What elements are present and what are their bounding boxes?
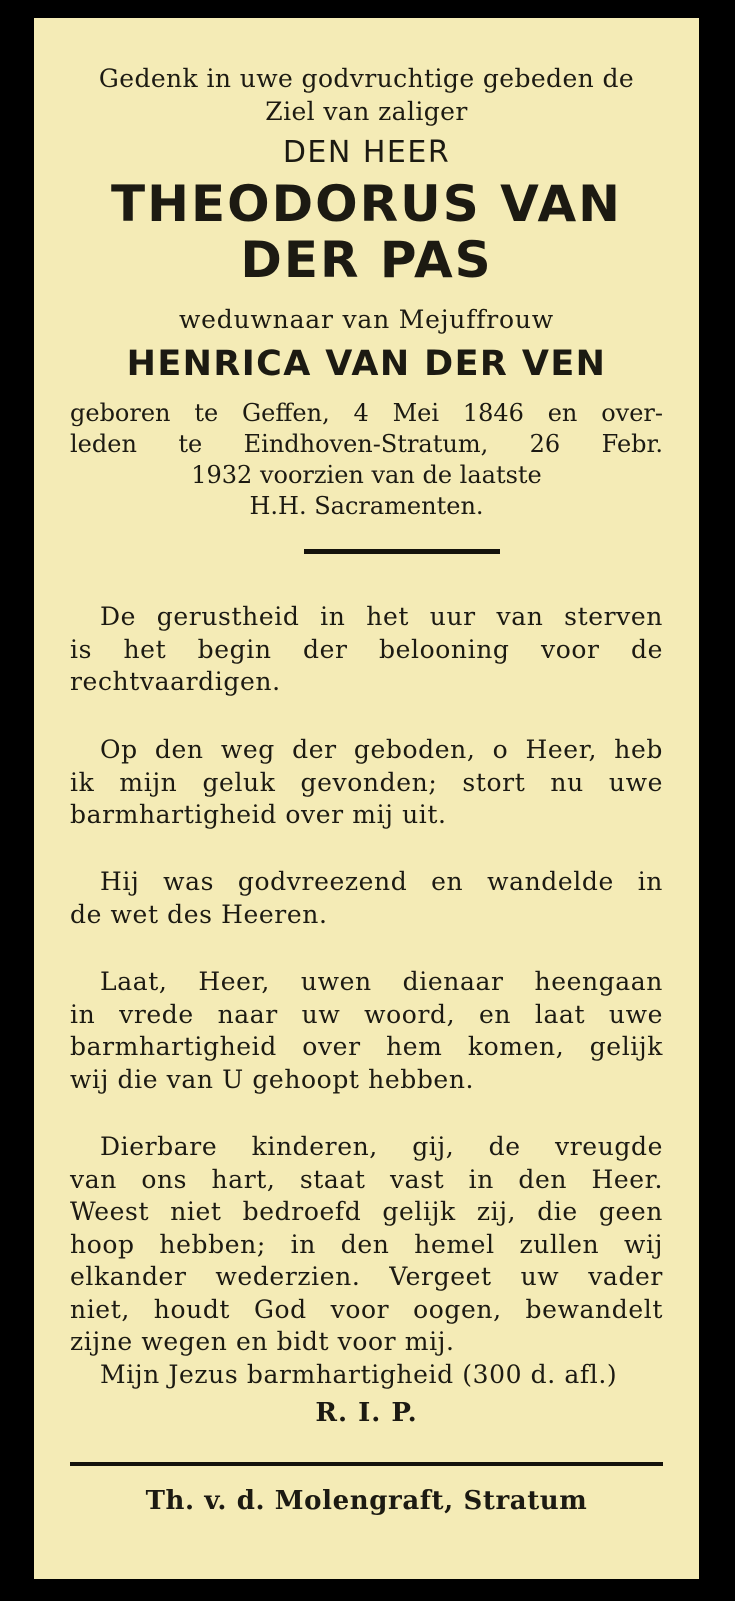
prayer-line: Dierbare kinderen, gij, de vreugde bbox=[100, 1132, 663, 1161]
biography-line: 1932 voorzien van de laatste bbox=[191, 461, 542, 489]
printer-credit: Th. v. d. Molengraft, Stratum bbox=[145, 1486, 588, 1516]
bottom-divider bbox=[70, 1462, 663, 1466]
prayer-line: wij die van U gehoopt hebben. bbox=[70, 1064, 475, 1094]
prayer-line: ik mijn geluk gevonden; stort nu uwe bbox=[70, 767, 663, 797]
prayer-line: Op den weg der geboden, o Heer, heb bbox=[100, 735, 663, 764]
prayer-line: in vrede naar uw woord, en laat uwe bbox=[70, 999, 663, 1029]
intro-text bbox=[70, 62, 663, 128]
title-prefix: DEN HEER bbox=[282, 135, 451, 170]
biography-line: geboren te Geffen, 4 Mei 1846 en over- bbox=[70, 399, 663, 427]
short-divider bbox=[304, 549, 500, 554]
prayer-line: hoop hebben; in den hemel zullen wij bbox=[70, 1229, 663, 1259]
deceased-name bbox=[70, 176, 663, 288]
prayer-line: rechtvaardigen. bbox=[70, 667, 281, 696]
prayer-line: Laat, Heer, uwen dienaar heengaan bbox=[100, 967, 663, 996]
prayer-paragraph bbox=[70, 734, 663, 832]
widower-of-text: weduwnaar van Mejuffrouw bbox=[178, 305, 555, 334]
rip-text: R. I. P. bbox=[315, 1398, 418, 1428]
spouse-name: HENRICA VAN DER VEN bbox=[126, 344, 607, 384]
memorial-card bbox=[34, 18, 699, 1579]
prayer-line: Hij was godvreezend en wandelde in bbox=[100, 867, 663, 896]
prayer-paragraph bbox=[70, 966, 663, 1096]
prayer-line: elkander wederzien. Vergeet uw vader bbox=[70, 1262, 663, 1291]
prayer-paragraph bbox=[70, 601, 663, 699]
prayer-line: de wet des Heeren. bbox=[70, 899, 328, 929]
prayer-line: barmhartigheid over hem komen, gelijk bbox=[70, 1032, 663, 1061]
indulgence-prayer: Mijn Jezus barmhartigheid (300 d. afl.) bbox=[100, 1359, 618, 1389]
deceased-name-line: DER PAS bbox=[240, 231, 493, 289]
biography bbox=[70, 398, 663, 522]
prayer-line: van ons hart, staat vast in den Heer. bbox=[70, 1164, 663, 1194]
prayer-line: niet, houdt God voor oogen, bewandelt bbox=[70, 1294, 663, 1324]
prayer-line: De gerustheid in het uur van sterven bbox=[100, 602, 663, 631]
biography-line: leden te Eindhoven-Stratum, 26 Febr. bbox=[70, 430, 663, 458]
intro-line: Gedenk in uwe godvruchtige gebeden de bbox=[98, 64, 635, 93]
prayer-line: barmhartigheid over mij uit. bbox=[70, 800, 447, 829]
prayer-paragraph bbox=[70, 1131, 663, 1391]
prayer-line: zijne wegen en bidt voor mij. bbox=[70, 1327, 455, 1356]
prayer-paragraph bbox=[70, 866, 663, 931]
prayer-line: Weest niet bedroefd gelijk zij, die geen bbox=[70, 1197, 663, 1226]
biography-line: H.H. Sacramenten. bbox=[249, 492, 484, 520]
deceased-name-line: THEODORUS VAN bbox=[111, 175, 622, 233]
prayer-line: is het begin der belooning voor de bbox=[70, 634, 663, 664]
intro-line: Ziel van zaliger bbox=[265, 97, 468, 126]
